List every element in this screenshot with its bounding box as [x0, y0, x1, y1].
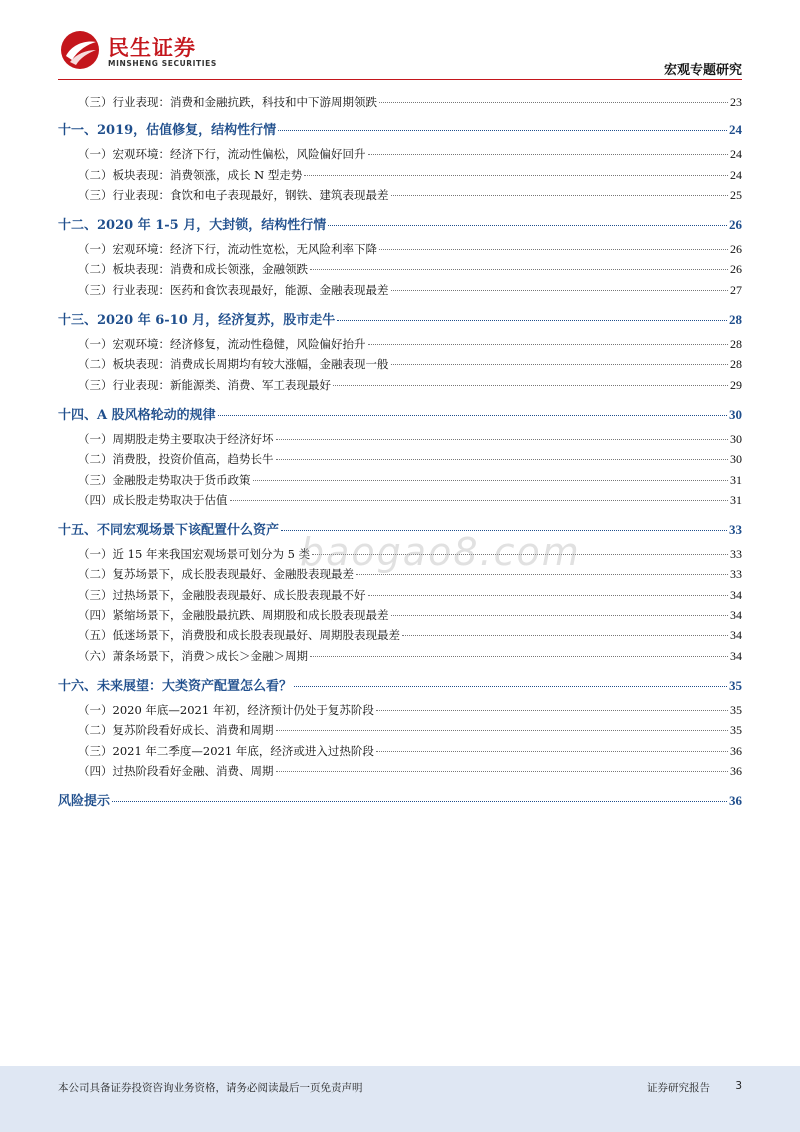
footer-page-number: 3: [735, 1080, 742, 1092]
toc-page-number: 24: [730, 167, 742, 182]
toc-section-entry[interactable]: [58, 404, 742, 424]
toc-dot-leader: [278, 130, 727, 131]
toc-dot-leader: [376, 710, 728, 711]
toc-page-number: 33: [730, 547, 742, 562]
toc-entry-title: （一）近 15 年来我国宏观场景可划分为 5 类: [78, 547, 311, 562]
toc-entry-title: （五）低迷场景下，消费股和成长股表现最好、周期股表现最差: [78, 628, 400, 643]
toc-section-entry[interactable]: [58, 790, 742, 810]
toc-entry-title: （一）周期股走势主要取决于经济好坏: [78, 431, 274, 446]
toc-page-number: 34: [730, 587, 742, 602]
toc-dot-leader: [276, 439, 729, 440]
toc-entry-title: （四）紧缩场景下，金融股最抗跌、周期股和成长股表现最差: [78, 608, 389, 623]
toc-subsection-entry[interactable]: [58, 763, 742, 783]
toc-entry-title: （二）复苏阶段看好成长、消费和周期: [78, 723, 274, 738]
toc-entry-title: （二）板块表现：消费领涨，成长 N 型走势: [78, 167, 303, 182]
toc-entry-title: 十六、未来展望：大类资产配置怎么看？: [58, 678, 293, 694]
toc-dot-leader: [379, 249, 728, 250]
toc-subsection-entry[interactable]: [58, 241, 742, 261]
logo-chinese-name: 民生证券: [108, 36, 196, 60]
toc-dot-leader: [218, 415, 727, 416]
toc-dot-leader: [276, 771, 729, 772]
toc-dot-leader: [294, 686, 727, 687]
toc-dot-leader: [391, 195, 729, 196]
toc-entry-title: （一）宏观环境：经济下行，流动性宽松，无风险利率下降: [78, 242, 377, 257]
toc-dot-leader: [379, 102, 728, 103]
toc-subsection-entry[interactable]: [58, 722, 742, 742]
toc-entry-title: 十二、2020 年 1-5 月，大封锁，结构性行情: [58, 218, 327, 234]
toc-subsection-entry[interactable]: [58, 187, 742, 207]
toc-entry-title: （三）行业表现：消费和金融抗跌，科技和中下游周期领跌: [78, 95, 377, 109]
toc-subsection-entry[interactable]: [58, 261, 742, 281]
toc-page-number: 25: [730, 187, 742, 202]
toc-dot-leader: [253, 480, 729, 481]
toc-page-number: 34: [730, 608, 742, 623]
toc-section-entry[interactable]: [58, 309, 742, 329]
toc-entry-title: （三）过热场景下，金融股表现最好、成长股表现最不好: [78, 587, 366, 602]
toc-subsection-entry[interactable]: [58, 146, 742, 166]
minsheng-logo-icon: [60, 30, 100, 70]
toc-subsection-entry[interactable]: [58, 472, 742, 492]
watermark: baogao8.com: [300, 530, 581, 574]
toc-page-number: 36: [730, 743, 742, 758]
toc-subsection-entry[interactable]: [58, 627, 742, 647]
toc-entry-title: （三）2021 年二季度—2021 年底，经济或进入过热阶段: [78, 743, 374, 758]
toc-entry-title: （三）行业表现：食饮和电子表现最好，钢铁、建筑表现最差: [78, 187, 389, 202]
toc-dot-leader: [276, 459, 729, 460]
toc-subsection-entry[interactable]: [58, 743, 742, 763]
footer-disclaimer: 本公司具备证券投资咨询业务资格，请务必阅读最后一页免责声明: [58, 1082, 363, 1094]
toc-dot-leader: [376, 751, 728, 752]
toc-page-number: 34: [730, 648, 742, 663]
toc-entry-title: （四）成长股走势取决于估值: [78, 492, 228, 507]
toc-page-number: 29: [730, 377, 742, 392]
toc-entry-title: （二）板块表现：消费和成长领涨，金融领跌: [78, 262, 308, 277]
toc-page-number: 26: [729, 217, 742, 233]
toc-section-entry[interactable]: [58, 675, 742, 695]
toc-subsection-entry[interactable]: [58, 587, 742, 607]
toc-dot-leader: [368, 344, 729, 345]
toc-entry-title: （一）宏观环境：经济下行，流动性偏松，风险偏好回升: [78, 147, 366, 162]
toc-page-number: 36: [730, 763, 742, 778]
toc-dot-leader: [328, 225, 727, 226]
toc-entry-title: （三）行业表现：医药和食饮表现最好，能源、金融表现最差: [78, 282, 389, 297]
toc-dot-leader: [402, 635, 728, 636]
toc-dot-leader: [356, 574, 728, 575]
toc-dot-leader: [276, 730, 729, 731]
toc-page-number: 26: [730, 242, 742, 257]
toc-page-number: 35: [729, 677, 742, 693]
toc-entry-title: 十一、2019，估值修复，结构性行情: [58, 123, 277, 139]
toc-dot-leader: [368, 154, 729, 155]
toc-dot-leader: [391, 364, 729, 365]
toc-dot-leader: [112, 801, 727, 802]
toc-page-number: 36: [729, 793, 742, 809]
toc-subsection-entry[interactable]: [58, 282, 742, 302]
toc-subsection-entry[interactable]: [58, 648, 742, 668]
toc-section-entry[interactable]: [58, 214, 742, 234]
toc-dot-leader: [391, 290, 729, 291]
page-footer: [0, 1066, 800, 1132]
toc-entry-title: （三）行业表现：新能源类、消费、军工表现最好: [78, 377, 331, 392]
toc-section-entry[interactable]: [58, 119, 742, 139]
toc-page-number: 31: [730, 492, 742, 507]
toc-subsection-entry[interactable]: [58, 451, 742, 471]
toc-subsection-entry[interactable]: [58, 702, 742, 722]
toc-entry-title: （二）复苏场景下，成长股表现最好、金融股表现最差: [78, 567, 354, 582]
toc-subsection-entry[interactable]: [58, 356, 742, 376]
toc-dot-leader: [368, 595, 729, 596]
toc-page-number: 33: [729, 522, 742, 538]
toc-dot-leader: [391, 615, 729, 616]
document-type-label: 宏观专题研究: [663, 63, 742, 78]
toc-page-number: 34: [730, 628, 742, 643]
toc-subsection-entry[interactable]: [58, 167, 742, 187]
toc-entry-title: （三）金融股走势取决于货币政策: [78, 472, 251, 487]
toc-subsection-entry[interactable]: [58, 336, 742, 356]
toc-page-number: 28: [730, 337, 742, 352]
toc-entry-title: （二）板块表现：消费成长周期均有较大涨幅，金融表现一般: [78, 357, 389, 372]
toc-page-number: 26: [730, 262, 742, 277]
toc-entry-title: （四）过热阶段看好金融、消费、周期: [78, 763, 274, 778]
toc-page-number: 30: [730, 452, 742, 467]
toc-page-number: 24: [729, 122, 742, 138]
toc-page-number: 33: [730, 567, 742, 582]
toc-dot-leader: [333, 385, 728, 386]
toc-page-number: 31: [730, 472, 742, 487]
toc-subsection-entry[interactable]: [58, 492, 742, 512]
header-divider: [58, 79, 742, 80]
toc-page-number: 24: [730, 147, 742, 162]
toc-page-number: 28: [729, 312, 742, 328]
logo-english-name: MINSHENG SECURITIES: [108, 59, 217, 68]
toc-page-number: 35: [730, 723, 742, 738]
toc-dot-leader: [230, 500, 729, 501]
footer-report-type: 证券研究报告: [647, 1082, 710, 1094]
toc-entry-title: 风险提示: [58, 794, 111, 810]
toc-entry-title: （二）消费股，投资价值高，趋势长牛: [78, 452, 274, 467]
toc-page-number: 28: [730, 357, 742, 372]
toc-page-number: 30: [730, 431, 742, 446]
toc-page-number: 27: [730, 282, 742, 297]
toc-entry-title: 十五、不同宏观场景下该配置什么资产: [58, 523, 280, 539]
toc-entry-title: （一）宏观环境：经济修复，流动性稳健，风险偏好抬升: [78, 337, 366, 352]
toc-page-number: 35: [730, 702, 742, 717]
page-header: [0, 0, 800, 80]
toc-subsection-entry[interactable]: [58, 94, 742, 114]
company-logo: [60, 30, 240, 76]
toc-page-number: 30: [729, 406, 742, 422]
toc-subsection-entry[interactable]: [58, 607, 742, 627]
toc-dot-leader: [304, 175, 728, 176]
table-of-contents: [58, 94, 742, 817]
toc-dot-leader: [310, 656, 728, 657]
toc-entry-title: （一）2020 年底—2021 年初，经济预计仍处于复苏阶段: [78, 702, 374, 717]
toc-dot-leader: [337, 320, 727, 321]
toc-entry-title: （六）萧条场景下，消费＞成长＞金融＞周期: [78, 648, 308, 663]
toc-page-number: 23: [730, 95, 742, 109]
toc-entry-title: 十四、A 股风格轮动的规律: [58, 407, 216, 423]
toc-subsection-entry[interactable]: [58, 431, 742, 451]
toc-entry-title: 十三、2020 年 6-10 月，经济复苏，股市走牛: [58, 313, 336, 329]
toc-subsection-entry[interactable]: [58, 377, 742, 397]
toc-dot-leader: [310, 269, 728, 270]
